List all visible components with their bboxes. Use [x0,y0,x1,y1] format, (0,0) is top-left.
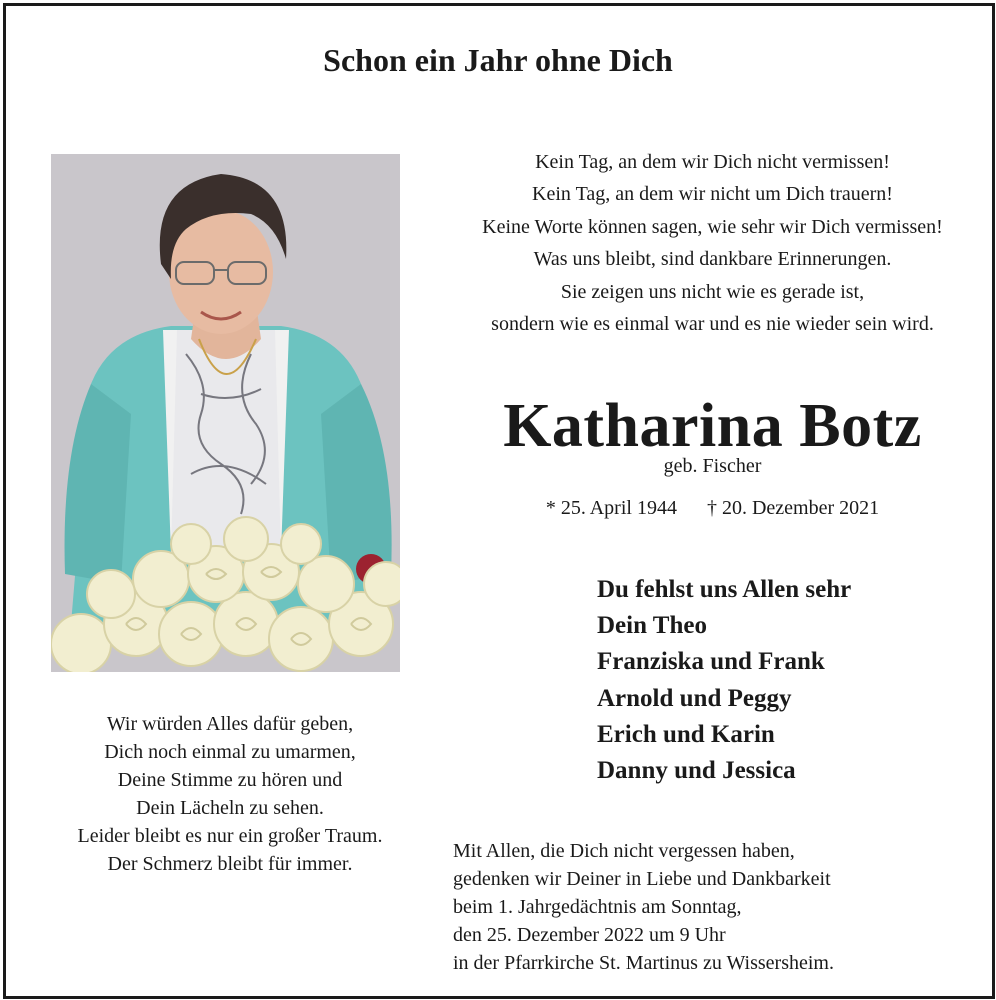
deceased-name: Katharina Botz [503,392,922,460]
memorial-line: in der Pfarrkirche St. Martinus zu Wissersheim. [453,952,834,974]
poem-right [440,146,985,340]
memorial-line: gedenken wir Deiner in Liebe und Dankbarkeit [453,868,831,890]
page-title: Schon ein Jahr ohne Dich [323,42,673,78]
poem-left [40,710,420,878]
family-line: Erich und Karin [597,720,775,748]
portrait-illustration [51,154,400,672]
family-line: Franziska und Frank [597,648,825,676]
memorial-line: beim 1. Jahrgedächtnis am Sonntag, [453,896,742,918]
memorial-notice [453,837,983,977]
family-line: Arnold und Peggy [597,684,792,712]
life-dates [440,497,985,520]
poem-line: Der Schmerz bleibt für immer. [107,853,353,875]
poem-line: Deine Stimme zu hören und [117,769,343,791]
poem-line: Dein Lächeln zu sehen. [136,797,324,819]
memorial-line: den 25. Dezember 2022 um 9 Uhr [453,924,726,946]
memorial-line: Mit Allen, die Dich nicht vergessen haben, [453,840,795,862]
poem-line: Kein Tag, an dem wir nicht um Dich trauern! [532,183,893,206]
poem-line: Sie zeigen uns nicht wie es gerade ist, [560,280,865,303]
family-line: Danny und Jessica [597,757,796,785]
family-signature [597,572,977,789]
birth-name: geb. Fischer [663,455,762,477]
death-date: † 20. Dezember 2021 [706,497,880,519]
poem-line: Dich noch einmal zu umarmen, [104,741,356,763]
poem-line: Wir würden Alles dafür geben, [106,713,354,735]
poem-line: sondern wie es einmal war und es nie wieder sein wird. [491,313,934,336]
family-line: Du fehlst uns Allen sehr [597,576,852,603]
poem-line: Leider bleibt es nur ein großer Traum. [77,825,383,847]
portrait-photo [51,154,400,672]
family-line: Dein Theo [597,612,707,640]
poem-line: Was uns bleibt, sind dankbare Erinnerungen. [533,248,892,271]
poem-line: Kein Tag, an dem wir Dich nicht vermissen! [535,151,890,173]
birth-date: * 25. April 1944 [545,497,677,519]
poem-line: Keine Worte können sagen, wie sehr wir Dich vermissen! [482,215,943,238]
